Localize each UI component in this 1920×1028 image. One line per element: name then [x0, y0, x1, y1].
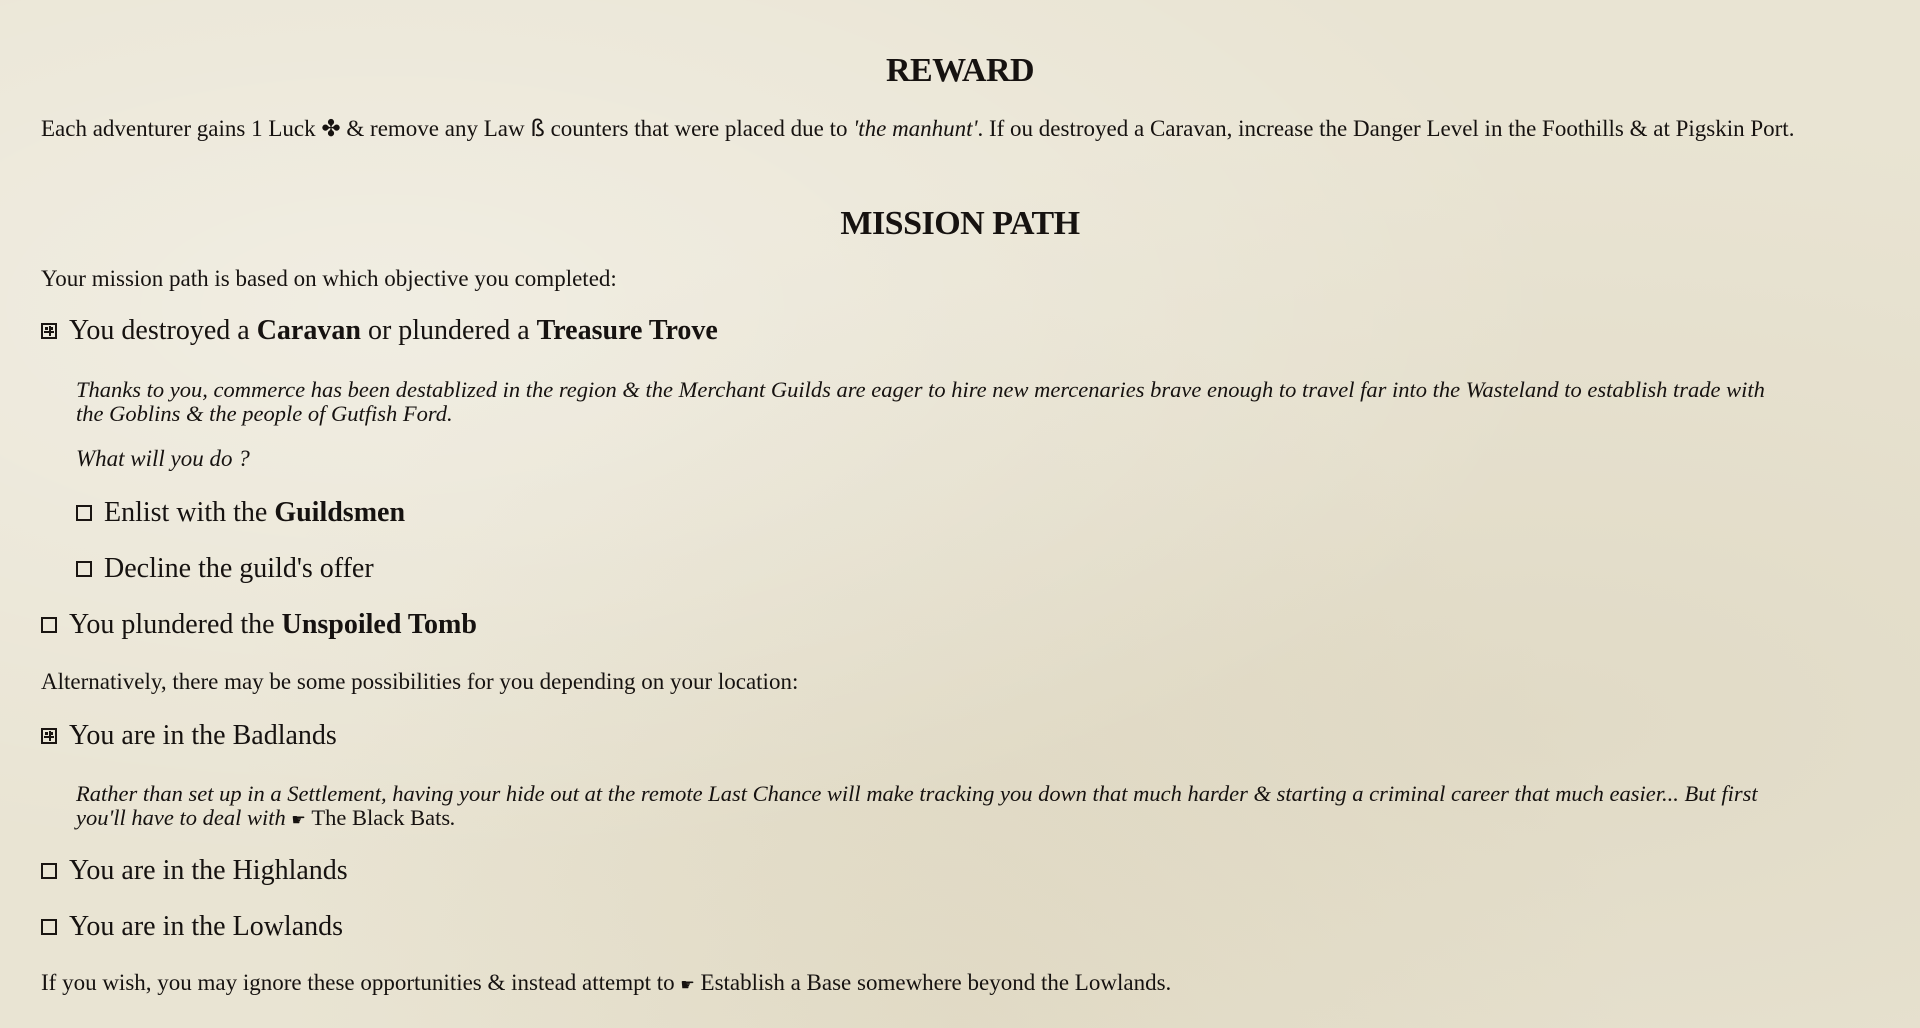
luck-icon: ✤	[321, 116, 341, 142]
footer-text	[41, 970, 1171, 996]
reward-text-part: , increase the Danger Level in the Foothills & at Pigskin Port.	[1226, 116, 1795, 141]
option-label: You are in the Highlands	[69, 855, 348, 886]
description-part: you'll have to deal with	[76, 805, 292, 830]
caravan-description	[76, 378, 1886, 426]
reward-text-part: counters that were placed due to	[544, 116, 854, 141]
establish-base-link[interactable]: Establish a Base	[700, 970, 852, 995]
alternatively-intro: Alternatively, there may be some possibilities for you depending on your location:	[41, 669, 799, 694]
option-lowlands[interactable]	[41, 911, 343, 943]
mission-intro: Your mission path is based on which objective you completed:	[41, 266, 617, 291]
checkbox-icon[interactable]	[41, 617, 57, 633]
black-bats-link[interactable]: The Black Bats	[311, 805, 451, 830]
reward-text-part: Each adventurer gains 1 Luck	[41, 116, 322, 141]
option-label: Decline the guild's offer	[104, 553, 374, 584]
badlands-description	[76, 782, 1886, 832]
description-part: .	[450, 805, 456, 830]
option-decline-offer[interactable]	[76, 553, 374, 585]
option-label-bold: Caravan	[256, 315, 361, 346]
checkbox-icon[interactable]	[41, 863, 57, 879]
checkbox-icon[interactable]	[76, 505, 92, 521]
option-highlands[interactable]	[41, 855, 348, 887]
law-icon: ß	[530, 116, 545, 142]
footer-part: If you wish, you may ignore these opportunities & instead attempt to	[41, 970, 681, 995]
option-label-part: You destroyed a	[69, 315, 257, 346]
pointing-hand-icon: ☛	[291, 810, 306, 829]
option-label-bold: Guildsmen	[274, 497, 406, 528]
option-label-part: or plundered a	[360, 315, 537, 346]
checked-checkbox-icon[interactable]	[41, 728, 57, 744]
option-label: You are in the Badlands	[69, 720, 337, 751]
mission-path-heading: MISSION PATH	[840, 205, 1080, 242]
caravan-text: Caravan	[1149, 116, 1227, 141]
description-line: Rather than set up in a Settlement, having your hide out at the remote Last Chance will make tracking you down that much harder & starting a criminal career that much easier... But first	[76, 781, 1758, 806]
option-label-part: You plundered the	[69, 609, 282, 640]
pointing-hand-icon: ☛	[680, 975, 695, 994]
description-line	[76, 806, 1886, 832]
what-will-you-do: What will you do ?	[76, 446, 250, 471]
option-label: You are in the Lowlands	[69, 911, 344, 942]
description-line: Thanks to you, commerce has been destablized in the region & the Merchant Guilds are eager to hire new mercenaries brave enough to travel far into the Wasteland to establish trade with	[76, 377, 1765, 402]
option-unspoiled-tomb[interactable]	[41, 609, 477, 641]
checkbox-icon[interactable]	[76, 561, 92, 577]
reward-text-part: & remove any Law	[340, 116, 531, 141]
checked-checkbox-icon[interactable]	[41, 323, 57, 339]
option-label-bold: Unspoiled Tomb	[281, 609, 477, 640]
reward-text-part: . If ou destroyed a	[977, 116, 1150, 141]
option-label-bold: Treasure Trove	[536, 315, 718, 346]
option-enlist-guildsmen[interactable]	[76, 497, 405, 529]
checkbox-icon[interactable]	[41, 919, 57, 935]
description-line: the Goblins & the people of Gutfish Ford.	[76, 401, 453, 426]
option-label-part: Enlist with the	[104, 497, 275, 528]
reward-text	[41, 116, 1794, 142]
footer-part: somewhere beyond the Lowlands.	[851, 970, 1172, 995]
manhunt-text: 'the manhunt'	[853, 116, 978, 141]
option-destroyed-caravan[interactable]	[41, 315, 718, 347]
reward-heading: REWARD	[885, 52, 1035, 89]
option-badlands[interactable]	[41, 720, 337, 752]
